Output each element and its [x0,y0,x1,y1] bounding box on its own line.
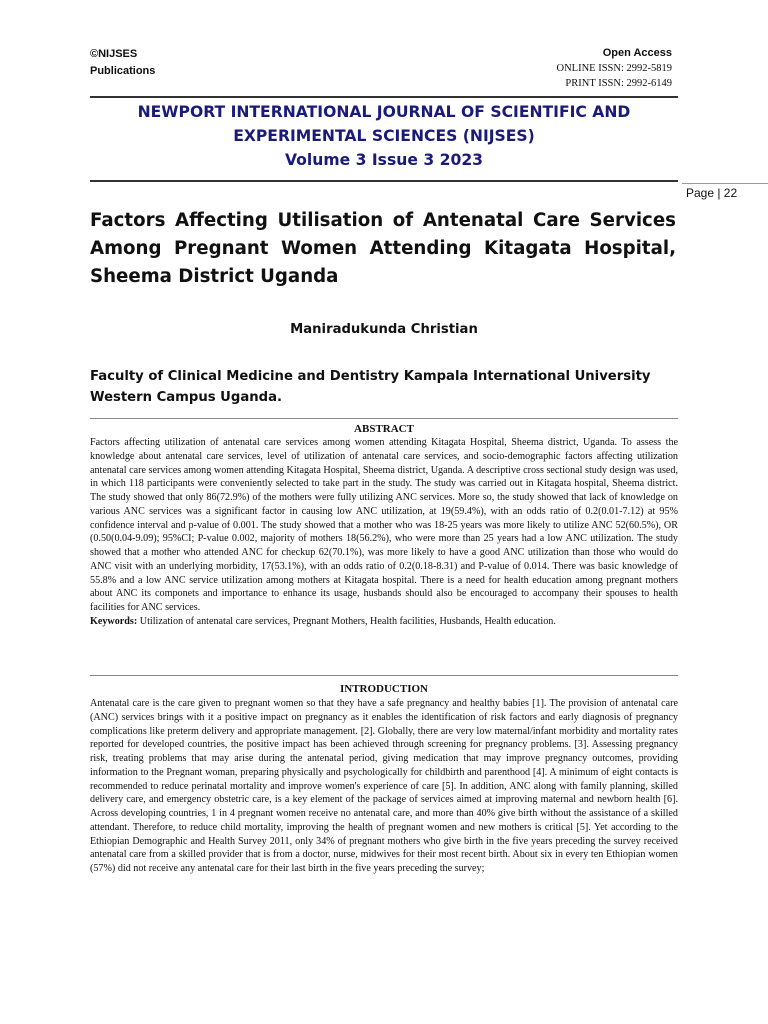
abstract-top-rule [90,418,678,419]
keywords-label: Keywords: [90,615,138,627]
page-number: Page | 22 [686,186,738,200]
keywords-text: Utilization of antenatal care services, Pregnant Mothers, Health facilities, Husbands, Health education. [137,615,556,627]
journal-title: NEWPORT INTERNATIONAL JOURNAL OF SCIENTIFIC AND EXPERIMENTAL SCIENCES (NIJSES) [137,103,631,145]
author-affiliation: Faculty of Clinical Medicine and Dentistry Kampala International University Western Campus Uganda. [90,369,651,405]
journal-banner [90,96,678,182]
print-issn: PRINT ISSN: 2992-6149 [565,78,672,89]
author-name: Maniradukunda Christian [290,322,478,337]
paper-title: Factors Affecting Utilisation of Antenatal Care Services Among Pregnant Women Attending Kitagata Hospital, Sheema District Uganda [90,210,676,287]
abstract-text: Factors affecting utilization of antenatal care services among women attending Kitagata Hospital, Sheema district, Uganda. To assess the knowledge about antenatal care services, level of utilization of antenatal care services, and socio-demographic factors affecting utilization antenatal care services among women attending Kitagata Hospital, Sheema district, Uganda. A descriptive cross sectional study design was used, in which 118 participants were conveniently selected to take part in the study. The study was carried out in Kitagata hospital, Sheema district. The study showed that only 86(72.9%) of the mothers were fully utilizing ANC services. More so, the study showed that lack of knowledge on various ANC services was a significant factor in causing low ANC utilization, at 19(59.4%), with an odds ratio of 0.2(0.01-7.12) at 95% confidence interval and p-value of 0.001. The study showed that a mother who was 18-25 years was more likely to utilize ANC 52(60.5%), OR (0.50(0.04-9.09); 95%CI; P-value 0.002, majority of mothers 18(56.2%), who were more than 25 years had a low ANC utilization. The study showed that a mother who attended ANC for checkup 62(70.1%), was more likely to have a good ANC utilization than those who would do ANC visit with an underlying morbidity, 17(53.1%), with an odds ratio of 0.2(0.18-8.31) and P-value of 0.014. There was basic knowledge of 55.8% and a low ANC service utilization among mothers at Kitagata hospital. There is a need for health education among pregnant mothers about ANC its componets and importance to enhance its usage, husbands should also be encouraged to accompany their spouses to health facilities for ANC services. [90,437,678,613]
publisher-block [90,46,155,80]
online-issn: ONLINE ISSN: 2992-5819 [556,63,672,74]
introduction-body: Antenatal care is the care given to pregnant women so that they have a safe pregnancy and healthy babies [1]. The provision of antenatal care (ANC) services brings with it a positive impact on pregnancy as it enables the identification of risk factors and early diagnosis of pregnancy complications like preterm delivery and appropriate management. [2]. Globally, there are very low maternal/infant morbidity and mortality rates reported for developed countries, the positive impact has been achieved through screening for pregnancy problems. [3]. Assessing pregnancy risk, treating problems that may arise during the antenatal period, giving medication that may improve pregnancy outcomes, providing information to the Pregnant woman, preparing physically and psychologically for childbirth and parenthood [4]. A minimum of eight contacts is recommended to reduce perinatal mortality and improve women's experience of care [5]. In addition, ANC along with family planning, skilled delivery care, and emergency obstetric care, is a key element of the package of services aimed at improving maternal and newborn health [6]. Across developing countries, 1 in 4 pregnant women receive no antenatal care, and more than 40% give birth without the assistance of a skilled attendant. Therefore, to reduce child mortality, improving the health of pregnant women and new mothers is critical [5]. Yet according to the Ethiopian Demographic and Health Survey 2011, only 34% of pregnant mothers who give birth in the five years preceding the survey received antenatal care from a skilled provider that is from a doctor, nurse, midwives for their most recent birth. About six in every ten Ethiopian women (57%) did not receive any antenatal care for their last birth in the five years preceding the survey; [90,698,678,874]
issn-block [557,46,673,91]
abstract-heading: ABSTRACT [354,423,414,435]
abstract-body [90,436,678,629]
intro-top-rule [90,675,678,676]
introduction-heading: INTRODUCTION [339,683,428,695]
publisher-copyright: ©NIJSES [90,48,138,60]
publisher-label: Publications [90,65,156,77]
page-rule [682,183,768,184]
journal-volume: Volume 3 Issue 3 2023 [284,151,484,169]
open-access-label: Open Access [602,47,672,59]
